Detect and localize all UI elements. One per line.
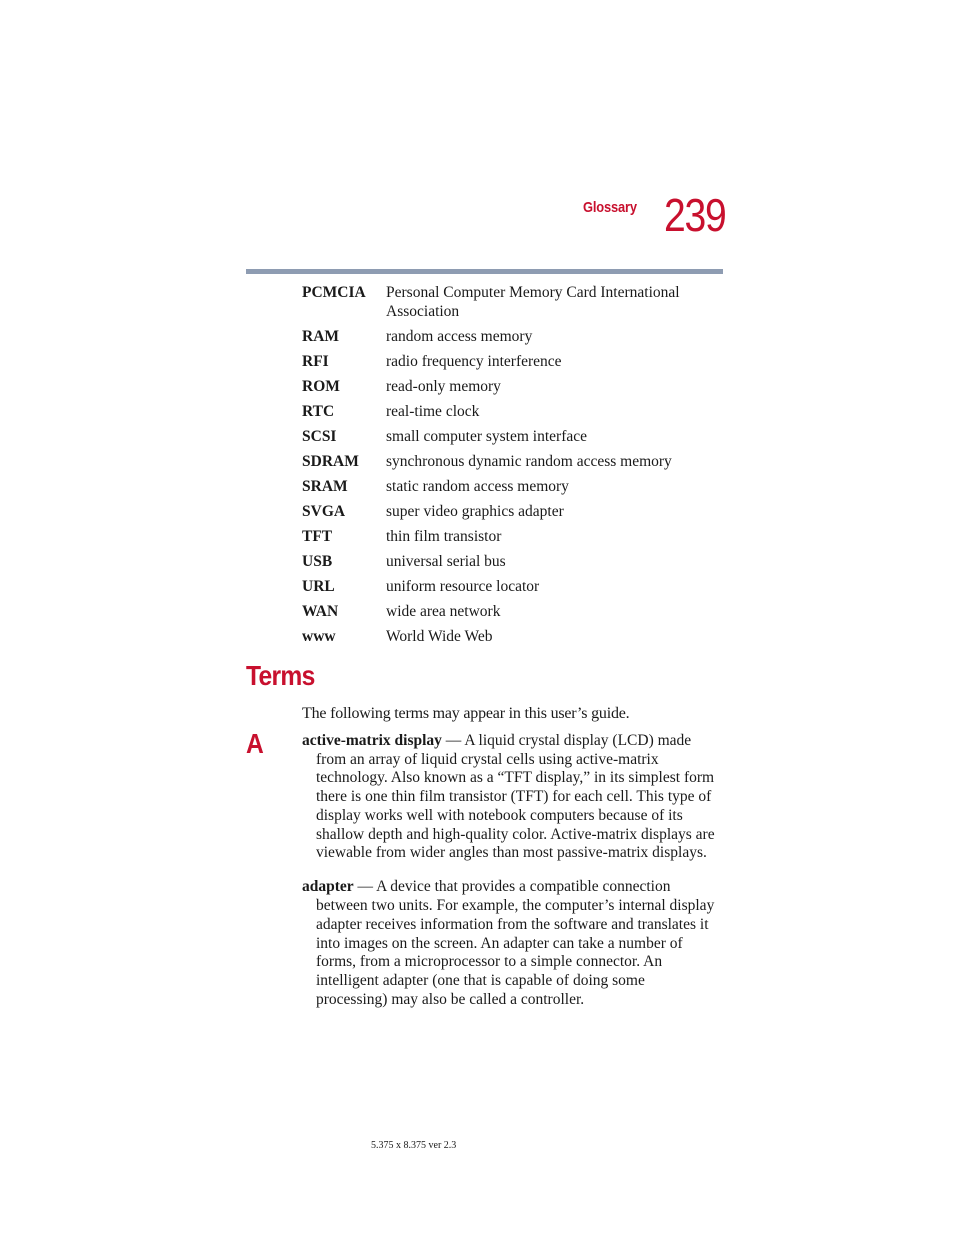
- acronym-term: ROM: [302, 378, 340, 395]
- acronym-definition: random access memory: [386, 328, 533, 345]
- acronym-definition: read-only memory: [386, 378, 501, 395]
- acronym-term: PCMCIA: [302, 284, 366, 301]
- acronym-table: [302, 283, 722, 652]
- section-title: Terms: [246, 660, 315, 691]
- acronym-row: [302, 402, 722, 421]
- acronym-term: RFI: [302, 353, 329, 370]
- acronym-term: RAM: [302, 328, 340, 345]
- acronym-definition: World Wide Web: [386, 628, 493, 645]
- acronym-term: USB: [302, 553, 333, 570]
- acronym-row: [302, 552, 722, 571]
- acronym-term: WAN: [302, 603, 339, 620]
- acronym-row: [302, 527, 722, 546]
- acronym-definition: wide area network: [386, 603, 501, 620]
- acronym-row: [302, 627, 722, 646]
- running-header-section: Glossary: [583, 199, 637, 216]
- letter-heading: A: [246, 728, 264, 759]
- acronym-row: [302, 477, 722, 496]
- entry-definition: — A device that provides a compatible connection between two units. For example, the computer’s internal display adapter receives information from the software and translates it into images on the screen. An adapter can take a number of forms, from a microprocessor to a simple connector. An intelligent adapter (one that is capable of doing some processing) may also be called a controller.: [316, 878, 715, 1008]
- acronym-term: SDRAM: [302, 453, 359, 470]
- footer-version-note: 5.375 x 8.375 ver 2.3: [371, 1140, 457, 1151]
- acronym-definition: radio frequency interference: [386, 353, 562, 370]
- acronym-definition: real-time clock: [386, 403, 480, 420]
- glossary-entries: [302, 732, 720, 1018]
- acronym-definition: uniform resource locator: [386, 578, 540, 595]
- acronym-row: [302, 377, 722, 396]
- acronym-row: [302, 352, 722, 371]
- entry-term: active-matrix display: [302, 732, 442, 749]
- acronym-definition: static random access memory: [386, 478, 569, 495]
- acronym-definition: super video graphics adapter: [386, 503, 564, 520]
- acronym-definition: Personal Computer Memory Card International Association: [386, 284, 680, 320]
- acronym-term: SRAM: [302, 478, 348, 495]
- glossary-entry: [302, 732, 720, 863]
- acronym-term: TFT: [302, 528, 333, 545]
- acronym-definition: thin film transistor: [386, 528, 502, 545]
- acronym-definition: universal serial bus: [386, 553, 506, 570]
- terms-intro: The following terms may appear in this user’s guide.: [302, 705, 630, 722]
- acronym-row: [302, 427, 722, 446]
- acronym-row: [302, 502, 722, 521]
- acronym-row: [302, 327, 722, 346]
- acronym-definition: synchronous dynamic random access memory: [386, 453, 672, 470]
- glossary-entry: [302, 878, 720, 1009]
- entry-term: adapter: [302, 878, 354, 896]
- acronym-row: [302, 577, 722, 596]
- acronym-term: SVGA: [302, 503, 346, 520]
- acronym-row: [302, 452, 722, 471]
- header-rule: [246, 269, 723, 274]
- entry-definition: — A liquid crystal display (LCD) made from an array of liquid crystal cells using active-matrix technology. Also known as a “TFT display,” in its simplest form there is one thin film transistor (TFT) for each cell. This type of display works well with notebook computers because of its shallow depth and high-quality color. Active-matrix displays are viewable from wider angles than most passive-matrix displays.: [316, 732, 715, 862]
- acronym-term: URL: [302, 578, 335, 595]
- acronym-term: SCSI: [302, 428, 337, 445]
- acronym-term: RTC: [302, 403, 335, 420]
- acronym-row: [302, 602, 722, 621]
- acronym-row: [302, 283, 722, 321]
- page-number: 239: [664, 189, 726, 241]
- acronym-term: www: [302, 628, 336, 645]
- acronym-definition: small computer system interface: [386, 428, 588, 445]
